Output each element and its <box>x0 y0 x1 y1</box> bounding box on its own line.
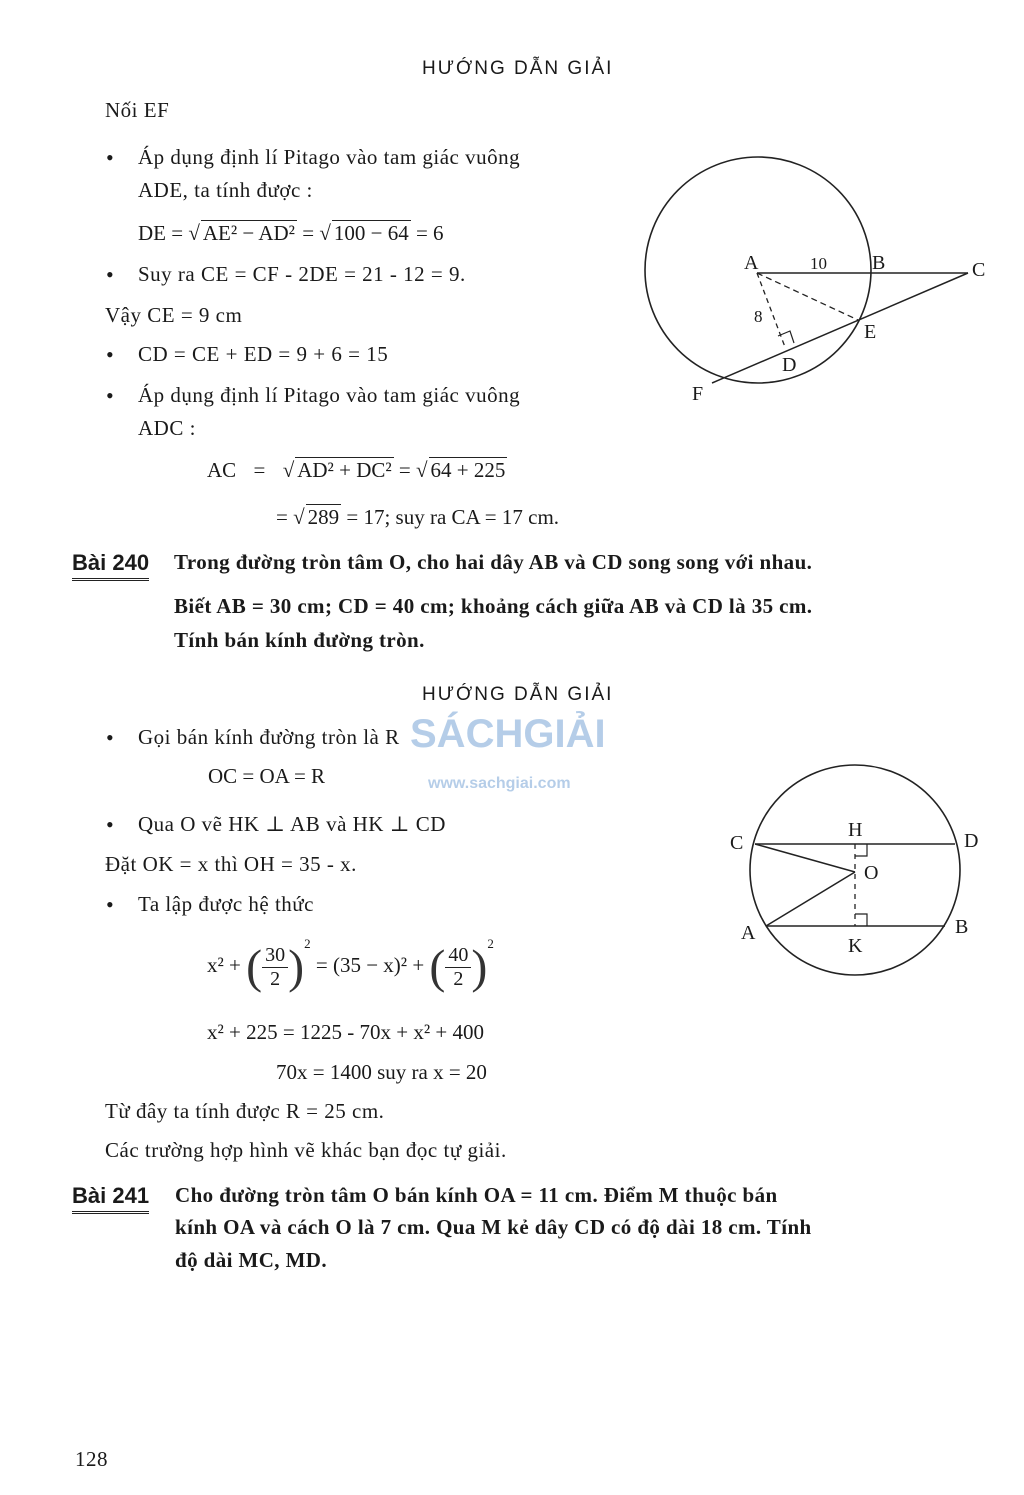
denominator: 2 <box>270 967 281 990</box>
paren-icon: ) <box>288 940 305 994</box>
equation: OC = OA = R <box>208 764 326 788</box>
problem-label: Bài 241 <box>72 1183 149 1214</box>
segment-ae <box>757 273 858 320</box>
bullet-text: • Ta lập được hệ thức <box>138 892 314 917</box>
label-o: O <box>864 862 879 884</box>
equation-de: DE = √ AE² − AD² = √ 100 − 64 = 6 <box>138 221 444 245</box>
problem-label: Bài 240 <box>72 550 149 581</box>
conclusion-text: Vậy CE = 9 cm <box>105 303 243 327</box>
label-c: C <box>972 259 986 281</box>
problem-text: Trong đường tròn tâm O, cho hai dây AB và CD song song với nhau. <box>174 550 813 574</box>
figure-circle-1 <box>630 150 1000 410</box>
bullet-text: • Gọi bán kính đường tròn là R <box>138 725 400 750</box>
text-line: Từ đây ta tính được R = 25 cm. <box>105 1099 385 1123</box>
paren-icon: ( <box>246 940 263 994</box>
eq-part: = 6 <box>415 221 444 245</box>
label-f: F <box>692 383 704 405</box>
exponent: 2 <box>304 936 311 951</box>
bullet-text: • Suy ra CE = CF - 2DE = 21 - 12 = 9. <box>138 262 466 287</box>
problem-text: Tính bán kính đường tròn. <box>174 628 425 652</box>
label-d: D <box>782 354 797 376</box>
denominator: 2 <box>453 967 464 990</box>
label-b: B <box>872 252 886 274</box>
right-angle-mark <box>855 914 867 926</box>
watermark-brand-b: GIẢI <box>523 712 606 756</box>
bullet-text-cont: ADE, ta tính được : <box>138 178 313 202</box>
equation-ac: AC = √ AD² + DC² = √ 64 + 225 <box>207 458 506 482</box>
problem-text: kính OA và cách O là 7 cm. Qua M kẻ dây CD có độ dài 18 cm. Tính <box>175 1215 812 1239</box>
bullet-text-cont: ADC : <box>138 416 196 440</box>
eq-part: = (35 − x)² + <box>315 953 425 977</box>
problem-text: độ dài MC, MD. <box>175 1248 328 1272</box>
eq-part: = <box>302 221 315 245</box>
right-angle-mark <box>855 844 867 856</box>
equation-ac2: = √ 289 = 17; suy ra CA = 17 cm. <box>276 505 560 529</box>
bullet-text: • Áp dụng định lí Pitago vào tam giác vuông <box>138 383 520 408</box>
eq-part: DE = <box>138 221 184 245</box>
fraction <box>262 944 288 991</box>
bullet-text: • CD = CE + ED = 9 + 6 = 15 <box>138 342 388 367</box>
eq-part: = <box>276 505 288 529</box>
paren-icon: ( <box>429 940 446 994</box>
label-ad: 8 <box>754 307 763 326</box>
figure-circle-2 <box>722 760 992 985</box>
watermark-brand <box>410 712 606 757</box>
equation-fraction <box>207 936 494 995</box>
sqrt-content: 289 <box>307 505 340 529</box>
sqrt-content: AD² + DC² <box>297 458 392 482</box>
eq-part: = <box>253 458 266 482</box>
section-heading: HƯỚNG DẪN GIẢI <box>422 58 614 79</box>
watermark-brand-a: SÁCH <box>410 712 524 756</box>
text-line: Đặt OK = x thì OH = 35 - x. <box>105 852 357 876</box>
eq-part: x² + <box>207 953 241 977</box>
equation: x² + 225 = 1225 - 70x + x² + 400 <box>207 1020 484 1044</box>
watermark-url: www.sachgiai.com <box>428 775 571 792</box>
fraction <box>445 944 471 991</box>
sqrt-content: 100 − 64 <box>333 221 409 245</box>
label-c: C <box>730 832 744 854</box>
problem-text: Biết AB = 30 cm; CD = 40 cm; khoảng cách giữa AB và CD là 35 cm. <box>174 594 813 618</box>
text-line: Các trường hợp hình vẽ khác bạn đọc tự giải. <box>105 1138 507 1162</box>
bullet-text: • Áp dụng định lí Pitago vào tam giác vuông <box>138 145 520 170</box>
segment-oa <box>766 872 855 926</box>
section-heading: HƯỚNG DẪN GIẢI <box>422 684 614 705</box>
bullet-text: • Qua O vẽ HK ⊥ AB và HK ⊥ CD <box>138 812 446 837</box>
segment-oc <box>755 844 855 872</box>
right-angle-mark <box>778 331 794 343</box>
eq-part: = <box>398 458 411 482</box>
eq-part: AC <box>207 458 237 482</box>
equation: 70x = 1400 suy ra x = 20 <box>276 1060 487 1084</box>
intro-text: Nối EF <box>105 98 170 122</box>
paren-icon: ) <box>471 940 488 994</box>
label-h: H <box>848 819 863 841</box>
label-k: K <box>848 935 863 957</box>
label-a: A <box>741 922 756 944</box>
numerator: 30 <box>262 944 288 968</box>
label-ab: 10 <box>810 254 827 273</box>
label-d: D <box>964 830 979 852</box>
numerator: 40 <box>445 944 471 968</box>
label-a: A <box>744 252 759 274</box>
label-e: E <box>864 321 877 343</box>
problem-text: Cho đường tròn tâm O bán kính OA = 11 cm. Điểm M thuộc bán <box>175 1183 778 1207</box>
sqrt-content: AE² − AD² <box>202 221 295 245</box>
segment-fc <box>712 273 968 383</box>
exponent: 2 <box>487 936 494 951</box>
label-b: B <box>955 916 969 938</box>
eq-part: = 17; suy ra CA = 17 cm. <box>346 505 560 529</box>
page-number: 128 <box>75 1447 108 1471</box>
sqrt-content: 64 + 225 <box>430 458 506 482</box>
